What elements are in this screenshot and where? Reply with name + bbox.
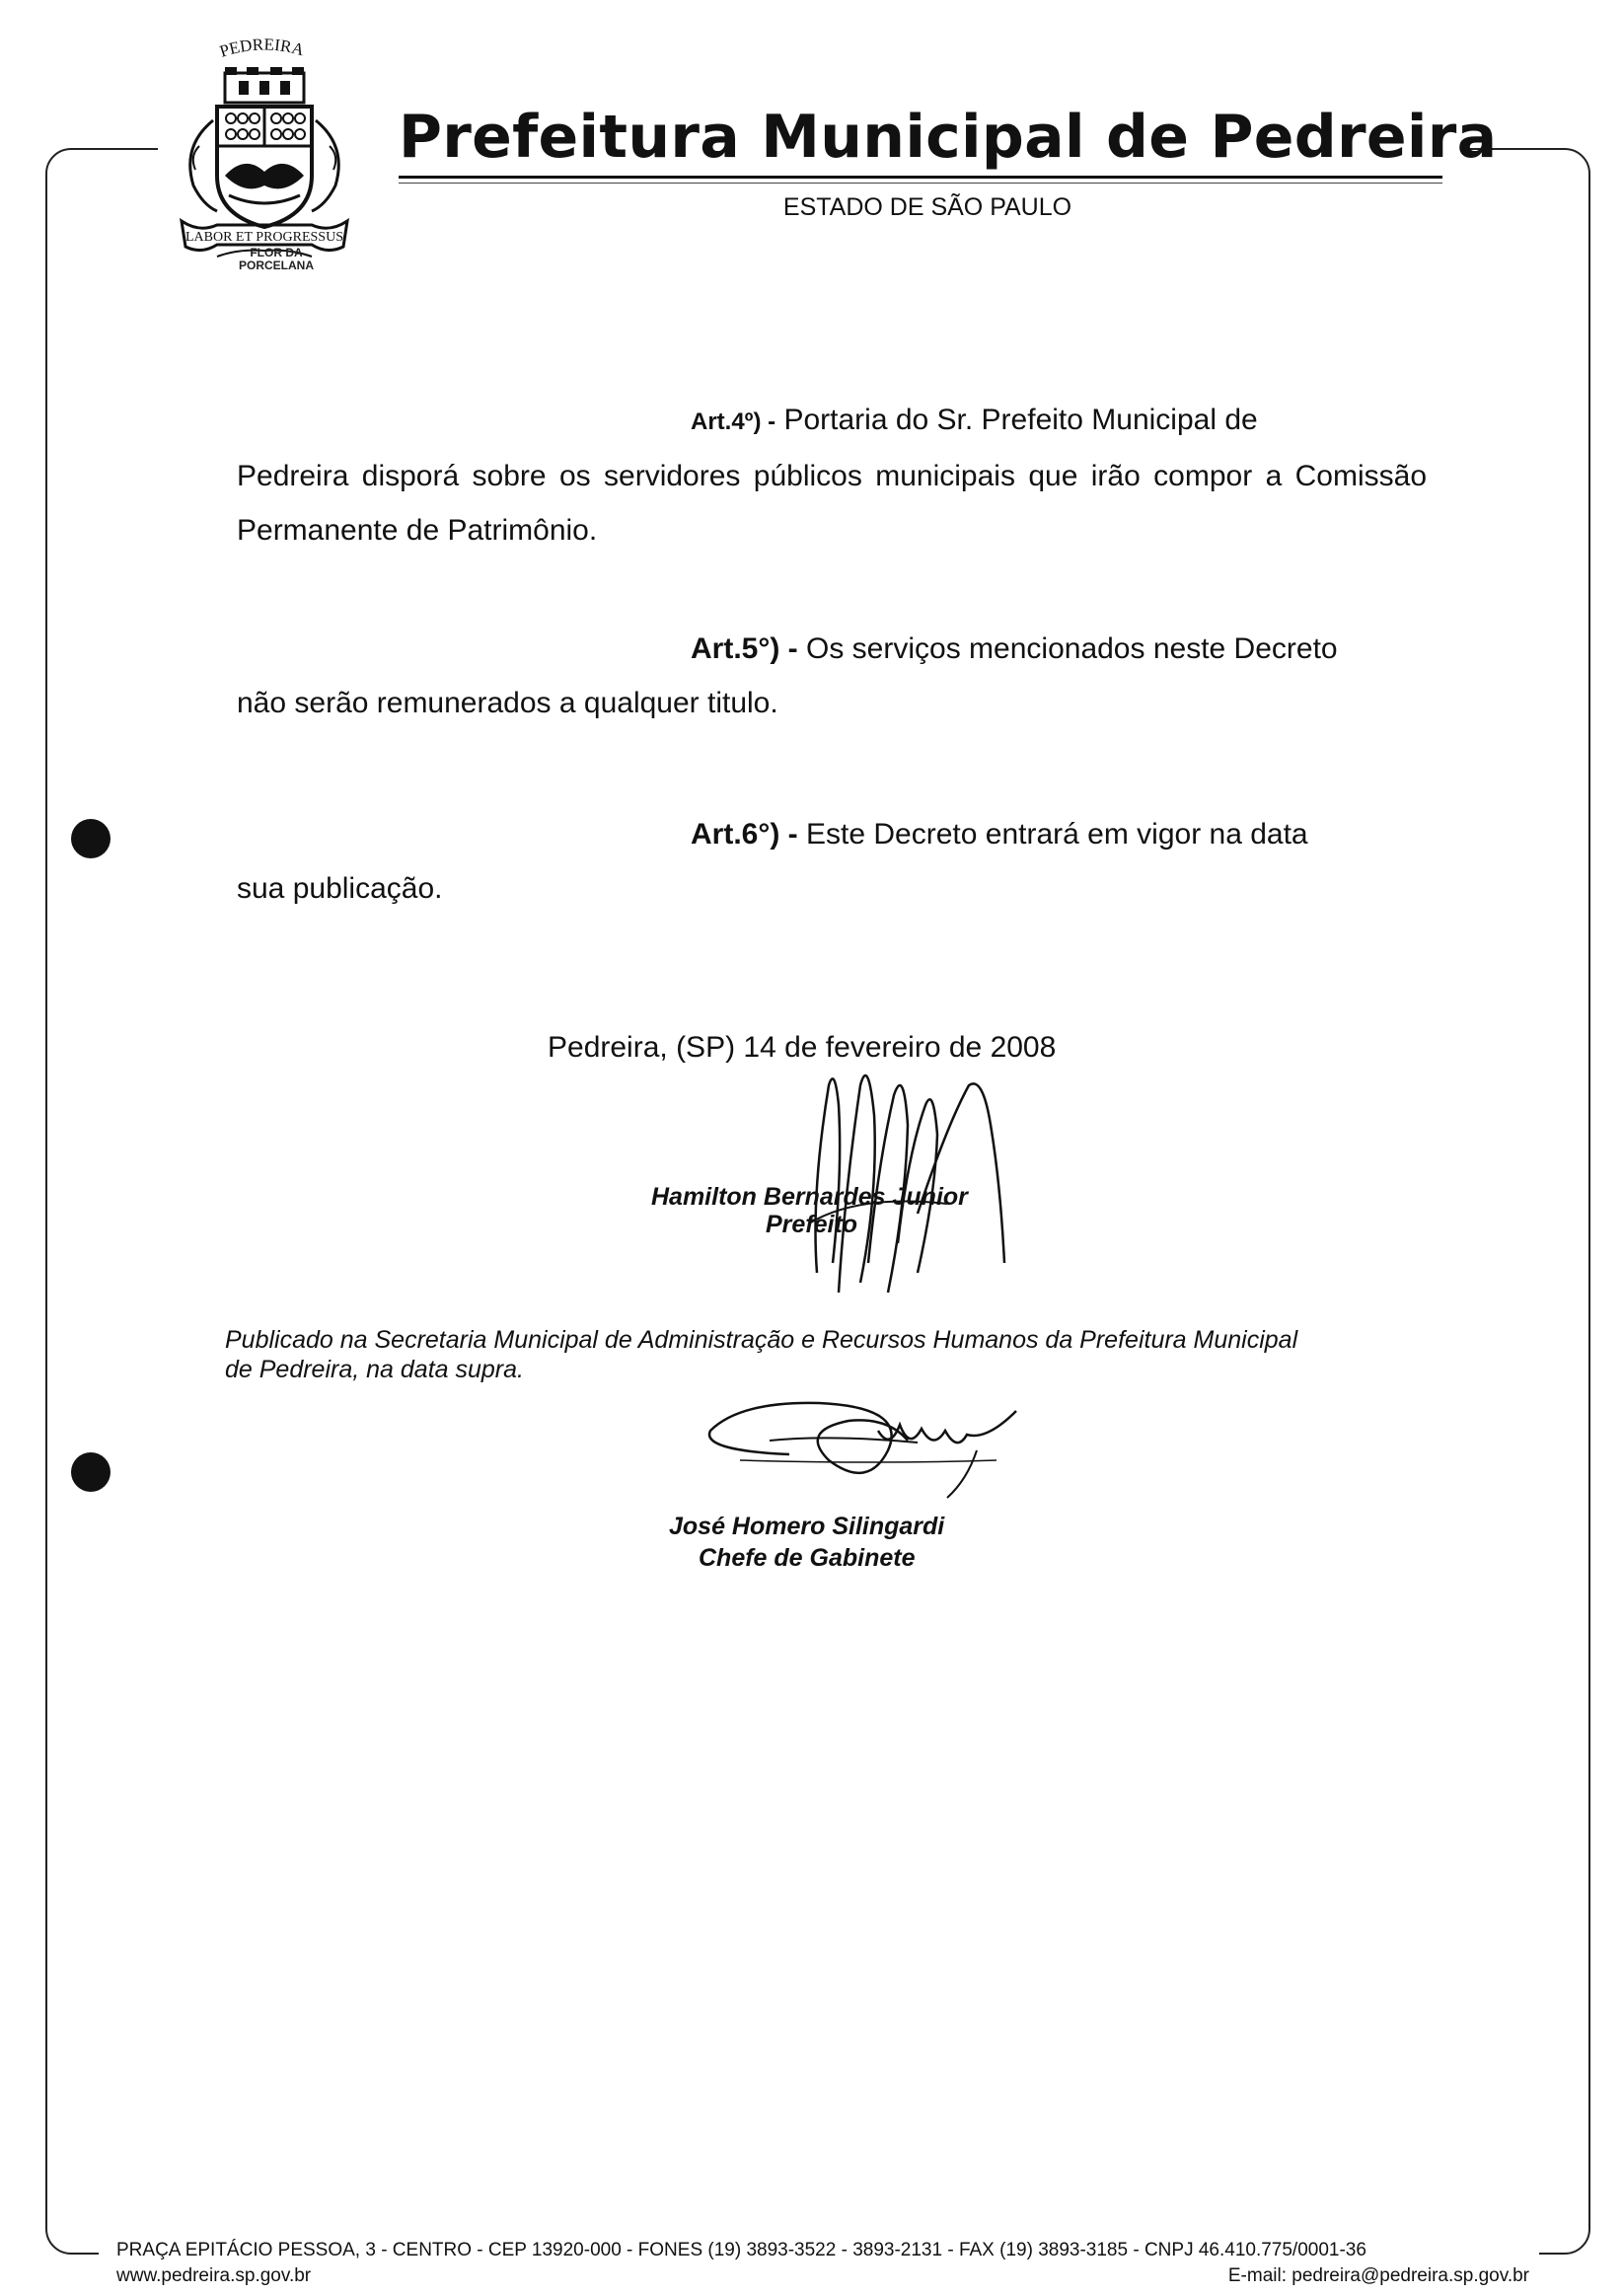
chief-name: José Homero Silingardi: [669, 1513, 945, 1540]
crest-caption-line1: FLOR DA: [250, 246, 303, 259]
state-subtitle: ESTADO DE SÃO PAULO: [782, 193, 1072, 221]
footer-email-link[interactable]: E-mail: pedreira@pedreira.sp.gov.br: [1227, 2265, 1529, 2286]
crest-caption-line2: PORCELANA: [238, 259, 314, 272]
article-4: [237, 393, 1427, 557]
punch-hole: [71, 1452, 111, 1492]
title-underline-thin: [399, 183, 1442, 184]
title-underline: [399, 176, 1442, 179]
article-6-first-line: [237, 807, 1427, 861]
crest-top-text: PEDREIRA: [217, 37, 307, 61]
chief-signature-icon: [681, 1381, 1075, 1500]
article-5: [237, 622, 1427, 730]
chief-role: Chefe de Gabinete: [699, 1544, 916, 1572]
article-5-text-start: Os serviços mencionados neste Decreto: [806, 632, 1338, 665]
footer-website-link[interactable]: www.pedreira.sp.gov.br: [116, 2265, 312, 2286]
article-6-label: Art.6°) -: [691, 818, 798, 851]
article-5-first-line: [237, 622, 1427, 676]
mayor-role: Prefeito: [766, 1211, 858, 1238]
article-4-text-rest: Pedreira disporá sobre os servidores públicos municipais que irão compor a Comissão Permanente de Patrimônio.: [237, 460, 1427, 547]
place-date: Pedreira, (SP) 14 de fevereiro de 2008: [548, 1031, 1057, 1064]
article-4-first-line: [237, 393, 1427, 449]
page-title: Prefeitura Municipal de Pedreira: [399, 103, 1498, 172]
crest-motto: LABOR ET PROGRESSUS: [185, 230, 344, 245]
article-5-text-rest: não serão remunerados a qualquer titulo.: [237, 687, 778, 719]
article-5-label: Art.5°) -: [691, 632, 798, 665]
article-6-text-rest: sua publicação.: [237, 872, 443, 905]
publication-note-line2: de Pedreira, na data supra.: [225, 1356, 524, 1383]
article-6-text-start: Este Decreto entrará em vigor na data: [806, 818, 1308, 851]
publication-note: [225, 1325, 1448, 1384]
article-4-label: Art.4º) -: [691, 408, 776, 435]
mayor-signature-icon: [750, 1046, 1046, 1302]
footer-website: [116, 2265, 311, 2287]
crest-caption: [202, 247, 350, 272]
article-4-text-start: Portaria do Sr. Prefeito Municipal de: [783, 404, 1258, 436]
punch-hole: [71, 819, 111, 858]
footer-address: PRAÇA EPITÁCIO PESSOA, 3 - CENTRO - CEP 13920-000 - FONES (19) 3893-3522 - 3893-2131 - FAX (19) 3893-3185 - CNPJ 46.410.775/0001-36: [116, 2240, 1366, 2260]
footer-email: [1228, 2265, 1529, 2287]
mayor-name: Hamilton Bernardes Junior: [651, 1183, 968, 1211]
article-6: [237, 807, 1427, 916]
publication-note-line1: Publicado na Secretaria Municipal de Administração e Recursos Humanos da Prefeitura Municipal: [225, 1326, 1298, 1354]
